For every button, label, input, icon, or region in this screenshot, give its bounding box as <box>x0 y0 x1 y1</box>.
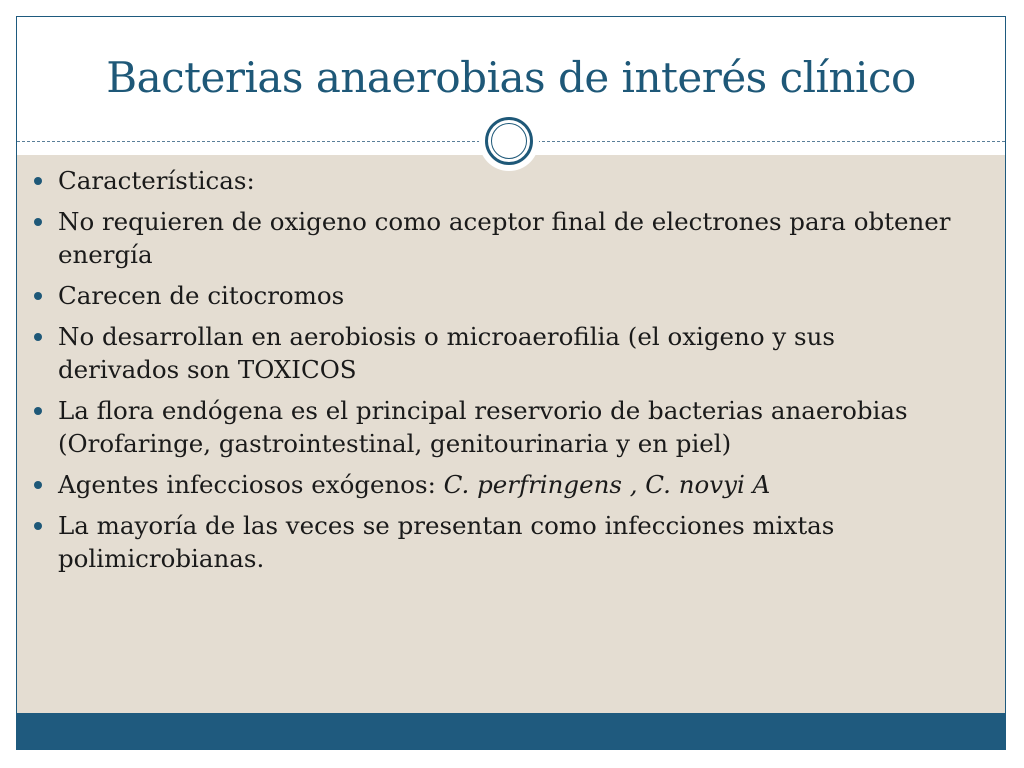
bullet-dot-icon <box>34 177 42 185</box>
bullet-dot-icon <box>34 292 42 300</box>
bullet-dot-icon <box>34 522 42 530</box>
bullet-item <box>30 394 955 460</box>
bullet-text: Características: <box>58 166 255 195</box>
bullet-text: La flora endógena es el principal reservorio de bacterias anaerobias (Orofaringe, gastrointestinal, genitourinaria y en piel) <box>58 396 908 458</box>
bullet-text: No desarrollan en aerobiosis o microaerofilia (el oxigeno y sus derivados son TOXICOS <box>58 322 835 384</box>
bullet-dot-icon <box>34 481 42 489</box>
bullet-item <box>30 164 955 197</box>
bullet-text: La mayoría de las veces se presentan como infecciones mixtas polimicrobianas. <box>58 511 835 573</box>
bullet-dot-icon <box>34 218 42 226</box>
bullet-text-italic: C. perfringens , C. novyi A <box>443 470 771 499</box>
ornament-inner-ring <box>491 123 527 159</box>
bullet-dot-icon <box>34 333 42 341</box>
footer-bar <box>17 713 1005 749</box>
bullet-list <box>30 164 955 583</box>
bullet-item <box>30 509 955 575</box>
ornament-outer-ring <box>485 117 533 165</box>
bullet-dot-icon <box>34 407 42 415</box>
bullet-text: Carecen de citocromos <box>58 281 345 310</box>
bullet-text-prefix: Agentes infecciosos exógenos: <box>58 470 444 499</box>
bullet-item <box>30 320 955 386</box>
bullet-item <box>30 468 955 501</box>
circle-ring-icon <box>479 111 539 171</box>
bullet-text: No requieren de oxigeno como aceptor final de electrones para obtener energía <box>58 207 951 269</box>
bullet-item <box>30 205 955 271</box>
bullet-item <box>30 279 955 312</box>
slide-title: Bacterias anaerobias de interés clínico <box>106 53 916 102</box>
